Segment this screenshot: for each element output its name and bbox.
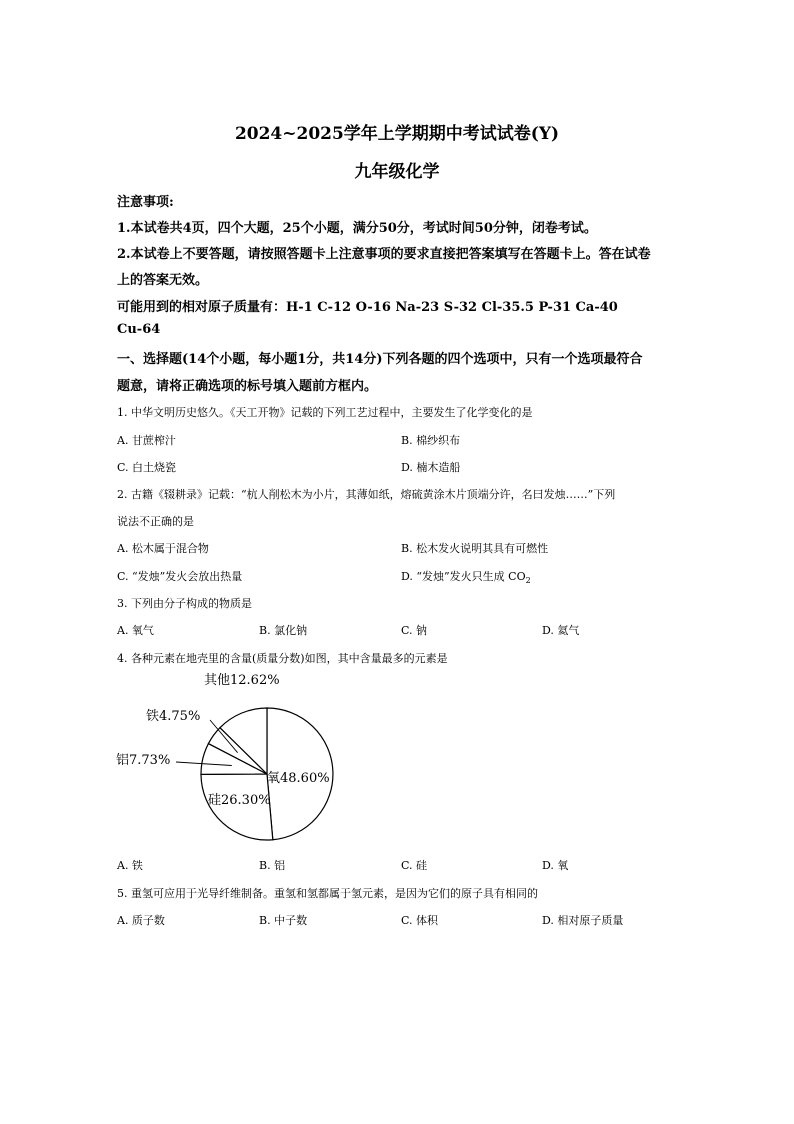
q1-option-d: D. 楠木造船 [401, 461, 461, 474]
section-heading-line-2: 题意，请将正确选项的标号填入题前方框内。 [117, 379, 378, 394]
exam-subtitle: 九年级化学 [354, 162, 440, 182]
label-oxygen: 氧48.60% [267, 771, 330, 786]
notes-heading: 注意事项: [117, 195, 174, 210]
q2-option-a: A. 松木属于混合物 [117, 542, 209, 555]
note-item-1: 1.本试卷共4页，四个大题，25个小题，满分50分，考试时间50分钟，闭卷考试。 [117, 221, 597, 236]
q2-option-d [401, 568, 531, 585]
label-other: 其他12.62% [204, 673, 280, 688]
question-2-stem-line-2: 说法不正确的是 [117, 515, 194, 528]
q3-option-b: B. 氯化钠 [259, 624, 308, 637]
q4-option-a: A. 铁 [117, 859, 143, 872]
atomic-mass-line-2: Cu-64 [117, 322, 161, 337]
crust-element-pie-chart [110, 668, 390, 858]
q4-option-d: D. 氧 [542, 859, 569, 872]
q5-option-c: C. 体积 [401, 914, 439, 927]
q1-option-b: B. 棉纱织布 [401, 434, 461, 447]
q3-option-d: D. 氦气 [542, 624, 580, 637]
q4-option-c: C. 硅 [401, 859, 428, 872]
question-4-stem: 4. 各种元素在地壳里的含量(质量分数)如图，其中含量最多的元素是 [117, 652, 448, 665]
atomic-mass-line-1: 可能用到的相对原子质量有：H-1 C-12 O-16 Na-23 S-32 Cl-35.5 P-31 Ca-40 [117, 300, 618, 315]
label-iron: 铁4.75% [146, 709, 201, 724]
question-5-stem: 5. 重氢可应用于光导纤维制备。重氢和氢都属于氢元素，是因为它们的原子具有相同的 [117, 887, 538, 900]
question-3-stem: 3. 下列由分子构成的物质是 [117, 597, 252, 610]
q2-option-d-subscript: 2 [525, 576, 531, 586]
question-2-stem-line-1: 2. 古籍《辍耕录》记载：“杭人削松木为小片，其薄如纸，熔硫黄涂木片顶端分许，名曰发烛……”下列 [117, 488, 616, 501]
q3-option-c: C. 钠 [401, 624, 428, 637]
q4-option-b: B. 铝 [259, 859, 286, 872]
q3-option-a: A. 氧气 [117, 624, 154, 637]
q5-option-b: B. 中子数 [259, 914, 308, 927]
q1-option-a: A. 甘蔗榨汁 [117, 434, 176, 447]
question-1-stem: 1. 中华文明历史悠久。《天工开物》记载的下列工艺过程中，主要发生了化学变化的是 [117, 406, 533, 419]
label-silicon: 硅26.30% [208, 793, 271, 808]
q2-option-d-text: D. “发烛”发火只生成 CO [401, 570, 526, 583]
note-item-2-line-1: 2.本试卷上不要答题，请按照答题卡上注意事项的要求直接把答案填写在答题卡上。答在试卷 [117, 247, 651, 262]
q5-option-d: D. 相对原子质量 [542, 914, 624, 927]
label-aluminum: 铝7.73% [116, 753, 171, 768]
section-heading-line-1: 一、选择题(14个小题，每小题1分，共14分)下列各题的四个选项中，只有一个选项最符合 [117, 352, 643, 367]
q1-option-c: C. 白土烧瓷 [117, 461, 177, 474]
note-item-2-line-2: 上的答案无效。 [117, 273, 209, 288]
q2-option-b: B. 松木发火说明其具有可燃性 [401, 542, 549, 555]
q5-option-a: A. 质子数 [117, 914, 165, 927]
q2-option-c: C. “发烛”发火会放出热量 [117, 570, 243, 583]
exam-title: 2024~2025学年上学期期中考试试卷(Y) [234, 124, 560, 144]
